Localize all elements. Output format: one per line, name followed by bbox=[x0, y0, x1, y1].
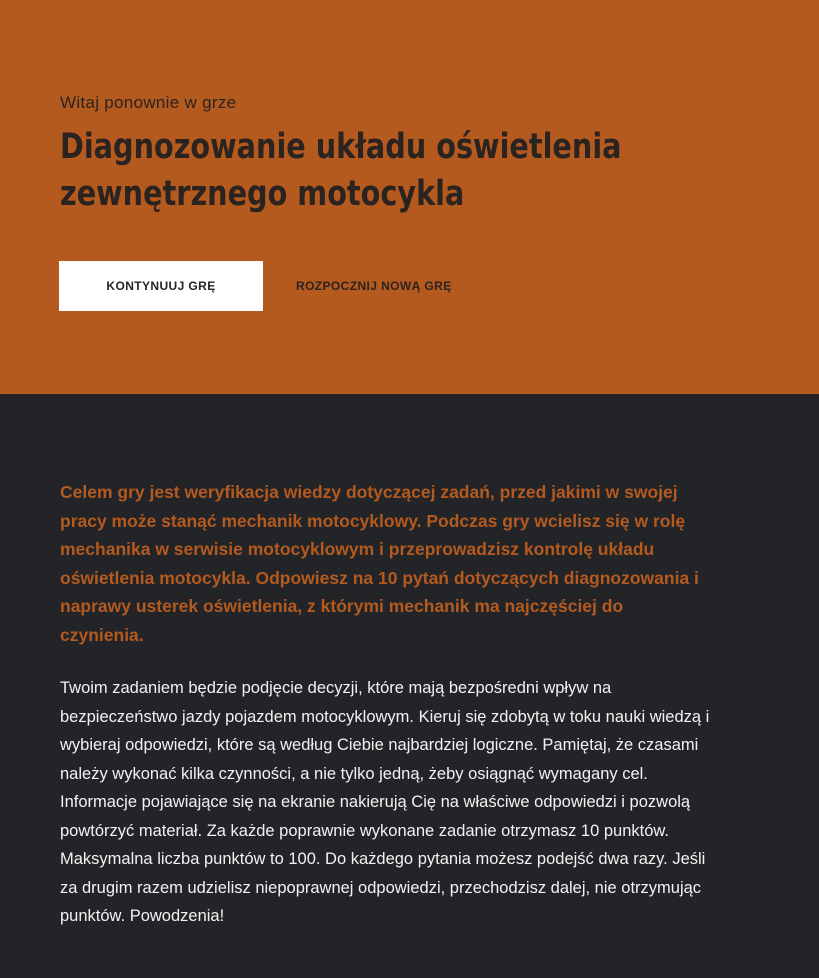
page-title bbox=[60, 124, 622, 218]
new-game-button[interactable]: ROZPOCZNIJ NOWĄ GRĘ bbox=[296, 261, 452, 311]
page-title-line-1: Diagnozowanie układu oświetlenia bbox=[60, 127, 622, 167]
hero-banner bbox=[0, 0, 819, 394]
intro-lead-text: Celem gry jest weryfikacja wiedzy dotyczącej zadań, przed jakimi w swojej pracy może stanąć mechanik motocyklowy. Podczas gry wcielisz się w rolę mechanika w serwisie motocyklowym i przeprowadzisz kontrolę układu oświetlenia motocykla. Odpowiesz na 10 pytań dotyczących diagnozowania i naprawy usterek oświetlenia, z którymi mechanik ma najczęściej do czynienia. bbox=[60, 482, 699, 645]
welcome-text: Witaj ponownie w grze bbox=[60, 93, 237, 112]
intro-body-text: Twoim zadaniem będzie podjęcie decyzji, które mają bezpośredni wpływ na bezpieczeństwo jazdy pojazdem motocyklowym. Kieruj się zdobytą w toku nauki wiedzą i wybieraj odpowiedzi, które są według Ciebie najbardziej logiczne. Pamiętaj, że czasami należy wykonać kilka czynności, a nie tylko jedną, żeby osiągnąć wymagany cel. Informacje pojawiające się na ekranie nakierują Cię na właściwe odpowiedzi i pozwolą powtórzyć materiał. Za każde poprawnie wykonane zadanie otrzymasz 10 punktów. Maksymalna liczba punktów to 100. Do każdego pytania możesz podejść dwa razy. Jeśli za drugim razem udzielisz niepoprawnej odpowiedzi, przechodzisz dalej, nie otrzymując punktów. Powodzenia! bbox=[60, 679, 710, 925]
page-title-line-2: zewnętrznego motocykla bbox=[60, 174, 465, 214]
continue-game-button[interactable]: KONTYNUUJ GRĘ bbox=[59, 261, 263, 311]
